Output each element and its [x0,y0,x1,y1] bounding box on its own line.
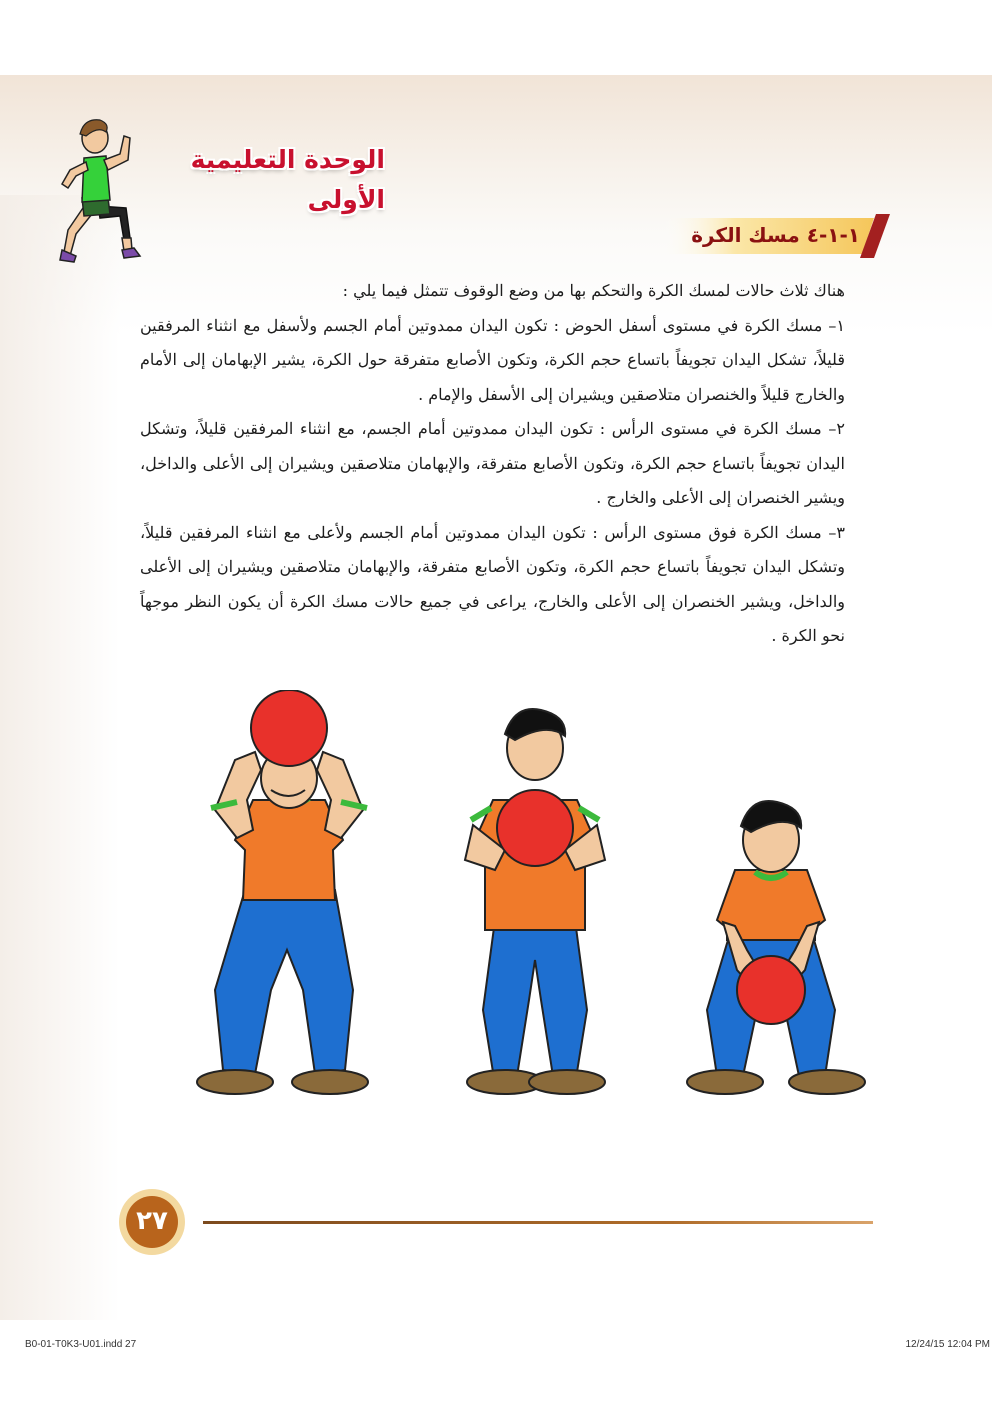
section-title: ١-١-٤ مسك الكرة [691,223,860,247]
list-item-1: ١– مسك الكرة في مستوى أسفل الحوض : تكون اليدان ممدوتين أمام الجسم ولأسفل مع انثناء المرفقين قليلاً، تشكل اليدان تجويفاً باتساع حجم الكرة، وتكون الأصابع متفرقة حول الكرة، يشير الإبهامان إلى الأمام والخارج قليلاً والخنصران متلاصقين ويشيران إلى الأسفل والإمام . [140,315,845,404]
footer-rule [203,1221,873,1224]
body-text [140,274,845,654]
figure-head-level [465,709,605,1094]
unit-title: الوحدة التعليمية الأولى [190,145,385,214]
list-item-3: ٣– مسك الكرة فوق مستوى الرأس : تكون اليدان ممدوتين أمام الجسم ولأعلى مع انثناء المرفقين قليلاً، وتشكل اليدان تجويفاً باتساع حجم الكرة، وتكون الأصابع متفرقة، والإبهامان متلاصقين ويشيران إلى الأعلى والداخل، ويشير الخنصران إلى الأعلى والخارج، يراعى في جميع حالات مسك الكرة أن يكون النظر موجهاً نحو الكرة . [140,522,845,645]
intro-paragraph: هناك ثلاث حالات لمسك الكرة والتحكم بها من وضع الوقوف تتمثل فيما يلي : [342,281,845,300]
figure-pelvis-level [687,801,865,1094]
list-item-2: ٢– مسك الكرة في مستوى الرأس : تكون اليدان ممدوتين أمام الجسم، مع انثناء المرفقين قليلاً، وتشكل اليدان تجويفاً باتساع حجم الكرة، وتكون الأصابع متفرقة، والإبهامان متلاصقين ويشيران إلى الأعلى والداخل، ويشير الخنصران إلى الأعلى والخارج . [140,419,845,507]
figure-overhead [197,690,368,1094]
runner-illustration [40,110,150,280]
slug-filename: B0-01-T0K3-U01.indd 27 [25,1339,137,1350]
page-number: ٢٧ [136,1206,168,1236]
ball-holding-illustration [175,690,875,1120]
slug-timestamp: 12/24/15 12:04 PM [905,1339,990,1350]
